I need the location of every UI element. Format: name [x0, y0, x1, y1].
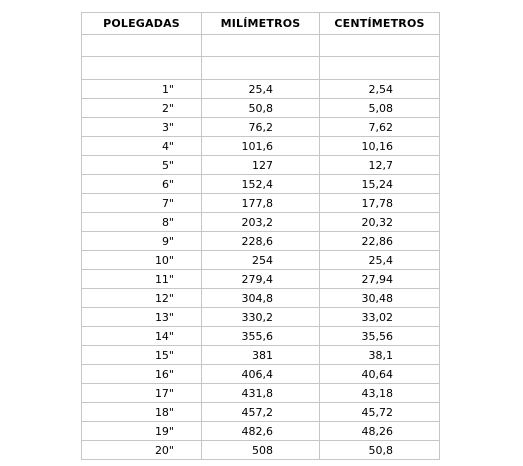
- inches-cell: 19": [82, 422, 202, 441]
- blank-cell: [320, 35, 440, 57]
- table-row: [82, 175, 440, 194]
- millimeters-cell: 355,6: [202, 327, 320, 346]
- millimeters-cell: 127: [202, 156, 320, 175]
- header-polegadas: POLEGADAS: [82, 13, 202, 35]
- inches-cell: 5": [82, 156, 202, 175]
- centimeters-cell: 2,54: [320, 80, 440, 99]
- table-row: [82, 308, 440, 327]
- header-milimetros: MILÍMETROS: [202, 13, 320, 35]
- centimeters-cell: 35,56: [320, 327, 440, 346]
- table-row: [82, 118, 440, 137]
- blank-row: [82, 35, 440, 57]
- millimeters-cell: 25,4: [202, 80, 320, 99]
- centimeters-cell: 12,7: [320, 156, 440, 175]
- inches-cell: 18": [82, 403, 202, 422]
- millimeters-cell: 279,4: [202, 270, 320, 289]
- centimeters-cell: 45,72: [320, 403, 440, 422]
- blank-cell: [202, 35, 320, 57]
- inches-cell: 1": [82, 80, 202, 99]
- centimeters-cell: 22,86: [320, 232, 440, 251]
- millimeters-cell: 508: [202, 441, 320, 460]
- millimeters-cell: 76,2: [202, 118, 320, 137]
- inches-cell: 10": [82, 251, 202, 270]
- centimeters-cell: 10,16: [320, 137, 440, 156]
- inches-cell: 3": [82, 118, 202, 137]
- centimeters-cell: 20,32: [320, 213, 440, 232]
- millimeters-cell: 304,8: [202, 289, 320, 308]
- inches-cell: 20": [82, 441, 202, 460]
- millimeters-cell: 50,8: [202, 99, 320, 118]
- table-row: [82, 441, 440, 460]
- table-row: [82, 365, 440, 384]
- inches-cell: 14": [82, 327, 202, 346]
- centimeters-cell: 30,48: [320, 289, 440, 308]
- centimeters-cell: 40,64: [320, 365, 440, 384]
- millimeters-cell: 254: [202, 251, 320, 270]
- inches-cell: 16": [82, 365, 202, 384]
- table-row: [82, 156, 440, 175]
- centimeters-cell: 50,8: [320, 441, 440, 460]
- millimeters-cell: 431,8: [202, 384, 320, 403]
- inches-cell: 9": [82, 232, 202, 251]
- table-row: [82, 251, 440, 270]
- table-row: [82, 422, 440, 441]
- centimeters-cell: 43,18: [320, 384, 440, 403]
- table-row: [82, 80, 440, 99]
- inches-cell: 2": [82, 99, 202, 118]
- conversion-table: [81, 12, 440, 460]
- centimeters-cell: 48,26: [320, 422, 440, 441]
- table-row: [82, 137, 440, 156]
- table-row: [82, 403, 440, 422]
- table-row: [82, 346, 440, 365]
- table-row: [82, 289, 440, 308]
- millimeters-cell: 381: [202, 346, 320, 365]
- table-row: [82, 327, 440, 346]
- millimeters-cell: 457,2: [202, 403, 320, 422]
- inches-cell: 4": [82, 137, 202, 156]
- inches-cell: 13": [82, 308, 202, 327]
- millimeters-cell: 101,6: [202, 137, 320, 156]
- millimeters-cell: 228,6: [202, 232, 320, 251]
- centimeters-cell: 25,4: [320, 251, 440, 270]
- inches-cell: 15": [82, 346, 202, 365]
- millimeters-cell: 330,2: [202, 308, 320, 327]
- table-row: [82, 232, 440, 251]
- inches-cell: 17": [82, 384, 202, 403]
- table-row: [82, 99, 440, 118]
- centimeters-cell: 15,24: [320, 175, 440, 194]
- centimeters-cell: 33,02: [320, 308, 440, 327]
- millimeters-cell: 406,4: [202, 365, 320, 384]
- blank-cell: [320, 57, 440, 80]
- centimeters-cell: 7,62: [320, 118, 440, 137]
- millimeters-cell: 482,6: [202, 422, 320, 441]
- table-row: [82, 270, 440, 289]
- centimeters-cell: 5,08: [320, 99, 440, 118]
- inches-cell: 11": [82, 270, 202, 289]
- table-row: [82, 194, 440, 213]
- table-row: [82, 213, 440, 232]
- inches-cell: 12": [82, 289, 202, 308]
- blank-cell: [82, 57, 202, 80]
- header-centimetros: CENTÍMETROS: [320, 13, 440, 35]
- blank-cell: [82, 35, 202, 57]
- blank-cell: [202, 57, 320, 80]
- inches-cell: 7": [82, 194, 202, 213]
- centimeters-cell: 27,94: [320, 270, 440, 289]
- centimeters-cell: 38,1: [320, 346, 440, 365]
- header-row: [82, 13, 440, 35]
- millimeters-cell: 152,4: [202, 175, 320, 194]
- millimeters-cell: 177,8: [202, 194, 320, 213]
- table-row: [82, 384, 440, 403]
- inches-cell: 8": [82, 213, 202, 232]
- inches-cell: 6": [82, 175, 202, 194]
- centimeters-cell: 17,78: [320, 194, 440, 213]
- millimeters-cell: 203,2: [202, 213, 320, 232]
- blank-row: [82, 57, 440, 80]
